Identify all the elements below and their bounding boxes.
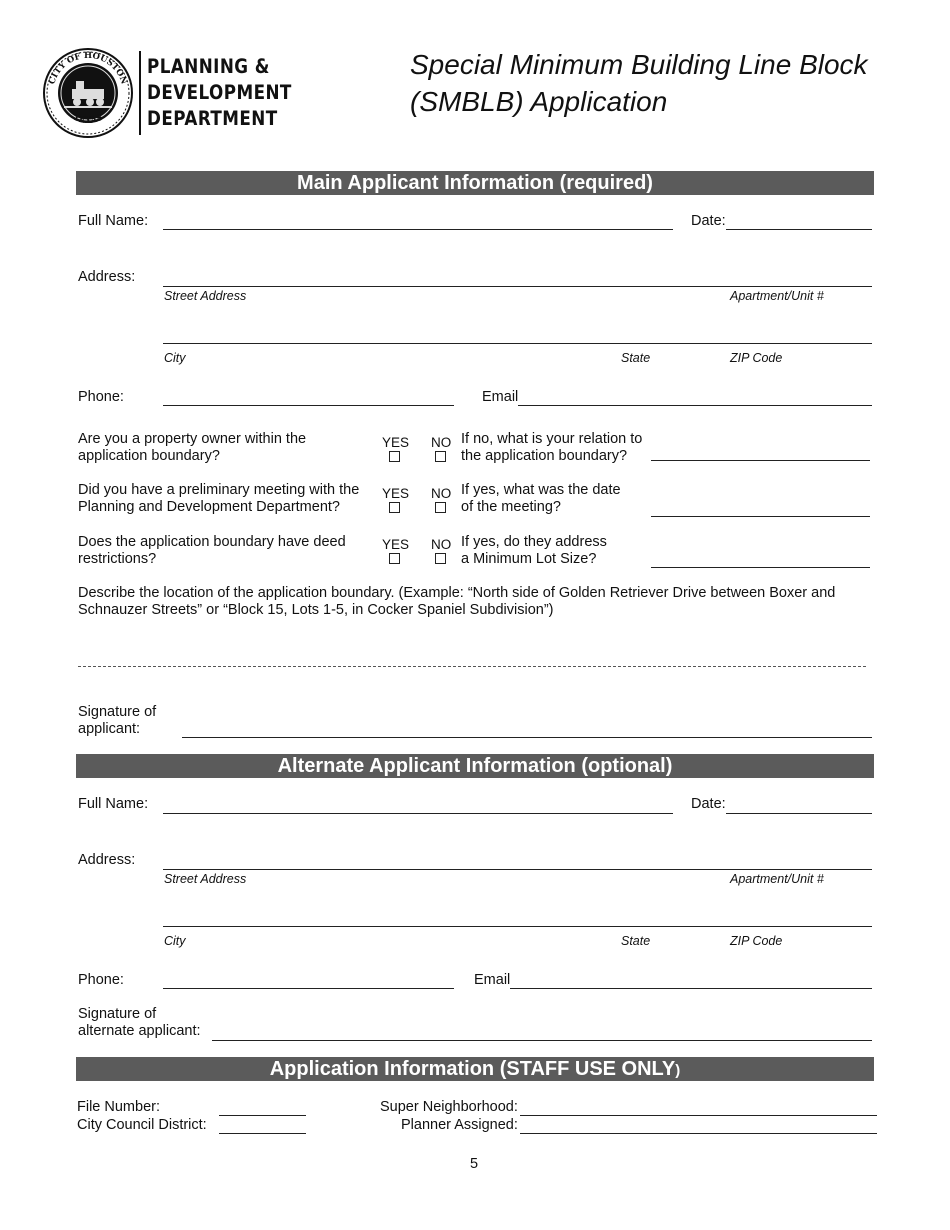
followup-relation bbox=[461, 431, 642, 465]
main-street-address-caption: Street Address bbox=[164, 289, 247, 303]
property-owner-yes-checkbox[interactable] bbox=[389, 451, 400, 462]
question-text-line: Are you a property owner within the bbox=[78, 431, 307, 447]
alternate-applicant-heading: Alternate Applicant Information (optional) bbox=[76, 754, 874, 778]
page-title bbox=[410, 46, 868, 120]
followup-meeting-date bbox=[461, 482, 621, 516]
title-line-2: (SMBLB) Application bbox=[410, 86, 668, 117]
alt-date-label: Date: bbox=[691, 796, 726, 812]
alternate-signature-label bbox=[78, 1006, 201, 1040]
alt-date-field[interactable] bbox=[726, 813, 872, 814]
describe-text-line: Schnauzer Streets” or “Block 15, Lots 1-5, in Cocker Spaniel Subdivision”) bbox=[78, 602, 554, 618]
main-phone-label: Phone: bbox=[78, 389, 124, 405]
main-city-state-zip-field[interactable] bbox=[163, 343, 872, 344]
question-deed-restrictions bbox=[78, 534, 346, 568]
staff-use-heading-paren: ) bbox=[675, 1062, 681, 1079]
no-label: NO bbox=[431, 486, 452, 501]
main-applicant-heading: Main Applicant Information (required) bbox=[76, 171, 874, 195]
department-line-2: DEVELOPMENT bbox=[147, 81, 292, 104]
alt-full-name-field[interactable] bbox=[163, 813, 673, 814]
main-address-label: Address: bbox=[78, 269, 136, 285]
department-name bbox=[147, 54, 315, 132]
main-email-label: Email bbox=[482, 389, 519, 405]
describe-location-instructions bbox=[78, 585, 835, 619]
question-text-line: Planning and Development Department? bbox=[78, 499, 340, 515]
location-description-field[interactable] bbox=[78, 666, 866, 667]
page-number: 5 bbox=[470, 1156, 479, 1172]
alt-email-label: Email bbox=[474, 972, 511, 988]
signature-text-line: Signature of bbox=[78, 1006, 157, 1022]
preliminary-meeting-no-checkbox[interactable] bbox=[435, 502, 446, 513]
main-full-name-label: Full Name: bbox=[78, 213, 149, 229]
alt-street-address-field[interactable] bbox=[163, 869, 872, 870]
followup-text-line: If no, what is your relation to bbox=[461, 431, 643, 447]
signature-text-line: alternate applicant: bbox=[78, 1023, 201, 1039]
alt-zip-caption: ZIP Code bbox=[730, 934, 783, 948]
followup-text-line: a Minimum Lot Size? bbox=[461, 551, 597, 567]
planner-assigned-label: Planner Assigned: bbox=[401, 1117, 518, 1133]
super-neighborhood-label: Super Neighborhood: bbox=[380, 1099, 518, 1115]
main-state-caption: State bbox=[621, 351, 651, 365]
followup-text-line: If yes, do they address bbox=[461, 534, 607, 550]
no-label: NO bbox=[431, 435, 452, 450]
question-text-line: Did you have a preliminary meeting with the bbox=[78, 482, 360, 498]
main-full-name-field[interactable] bbox=[163, 229, 673, 230]
file-number-field[interactable] bbox=[219, 1115, 306, 1116]
alt-address-label: Address: bbox=[78, 852, 136, 868]
yes-label: YES bbox=[382, 537, 410, 552]
yes-label: YES bbox=[382, 435, 410, 450]
svg-text:CITY OF HOUSTON: CITY OF HOUSTON bbox=[47, 50, 129, 86]
main-city-caption: City bbox=[164, 351, 186, 365]
logo-divider bbox=[139, 51, 141, 135]
signature-text-line: applicant: bbox=[78, 721, 141, 737]
applicant-signature-field[interactable] bbox=[182, 737, 872, 738]
seal-text bbox=[42, 47, 134, 139]
main-date-label: Date: bbox=[691, 213, 726, 229]
alt-apartment-caption: Apartment/Unit # bbox=[730, 872, 824, 886]
super-neighborhood-field[interactable] bbox=[520, 1115, 877, 1116]
alt-street-address-caption: Street Address bbox=[164, 872, 247, 886]
title-line-1: Special Minimum Building Line Block bbox=[410, 49, 868, 80]
meeting-date-field[interactable] bbox=[651, 516, 870, 517]
main-street-address-field[interactable] bbox=[163, 286, 872, 287]
relation-field[interactable] bbox=[651, 460, 870, 461]
council-district-label: City Council District: bbox=[77, 1117, 207, 1133]
followup-text-line: the application boundary? bbox=[461, 448, 628, 464]
lot-size-field[interactable] bbox=[651, 567, 870, 568]
main-email-field[interactable] bbox=[518, 405, 872, 406]
staff-use-heading-text: Application Information (STAFF USE ONLY bbox=[269, 1058, 676, 1080]
council-district-field[interactable] bbox=[219, 1133, 306, 1134]
alternate-signature-field[interactable] bbox=[212, 1040, 872, 1041]
main-date-field[interactable] bbox=[726, 229, 872, 230]
alt-email-field[interactable] bbox=[510, 988, 872, 989]
alt-full-name-label: Full Name: bbox=[78, 796, 149, 812]
question-property-owner bbox=[78, 431, 306, 465]
yes-label: YES bbox=[382, 486, 410, 501]
alt-city-state-zip-field[interactable] bbox=[163, 926, 872, 927]
alt-city-caption: City bbox=[164, 934, 186, 948]
main-zip-caption: ZIP Code bbox=[730, 351, 783, 365]
question-text-line: application boundary? bbox=[78, 448, 220, 464]
department-line-3: DEPARTMENT bbox=[147, 107, 278, 130]
followup-text-line: of the meeting? bbox=[461, 499, 561, 515]
preliminary-meeting-yes-checkbox[interactable] bbox=[389, 502, 400, 513]
svg-text:TEXAS: TEXAS bbox=[71, 112, 105, 127]
planner-assigned-field[interactable] bbox=[520, 1133, 877, 1134]
signature-text-line: Signature of bbox=[78, 704, 157, 720]
followup-text-line: If yes, what was the date bbox=[461, 482, 621, 498]
no-label: NO bbox=[431, 537, 452, 552]
file-number-label: File Number: bbox=[77, 1099, 160, 1115]
followup-lot-size bbox=[461, 534, 607, 568]
alt-phone-label: Phone: bbox=[78, 972, 124, 988]
alt-phone-field[interactable] bbox=[163, 988, 454, 989]
department-line-1: PLANNING & bbox=[147, 55, 270, 78]
describe-text-line: Describe the location of the application boundary. (Example: “North side of Golden Retriever Drive between Boxer and bbox=[78, 585, 836, 601]
question-text-line: restrictions? bbox=[78, 551, 157, 567]
deed-restrictions-yes-checkbox[interactable] bbox=[389, 553, 400, 564]
alt-state-caption: State bbox=[621, 934, 651, 948]
question-text-line: Does the application boundary have deed bbox=[78, 534, 346, 550]
deed-restrictions-no-checkbox[interactable] bbox=[435, 553, 446, 564]
applicant-signature-label bbox=[78, 704, 156, 738]
question-preliminary-meeting bbox=[78, 482, 359, 516]
main-apartment-caption: Apartment/Unit # bbox=[730, 289, 824, 303]
main-phone-field[interactable] bbox=[163, 405, 454, 406]
property-owner-no-checkbox[interactable] bbox=[435, 451, 446, 462]
staff-use-heading bbox=[76, 1057, 874, 1081]
